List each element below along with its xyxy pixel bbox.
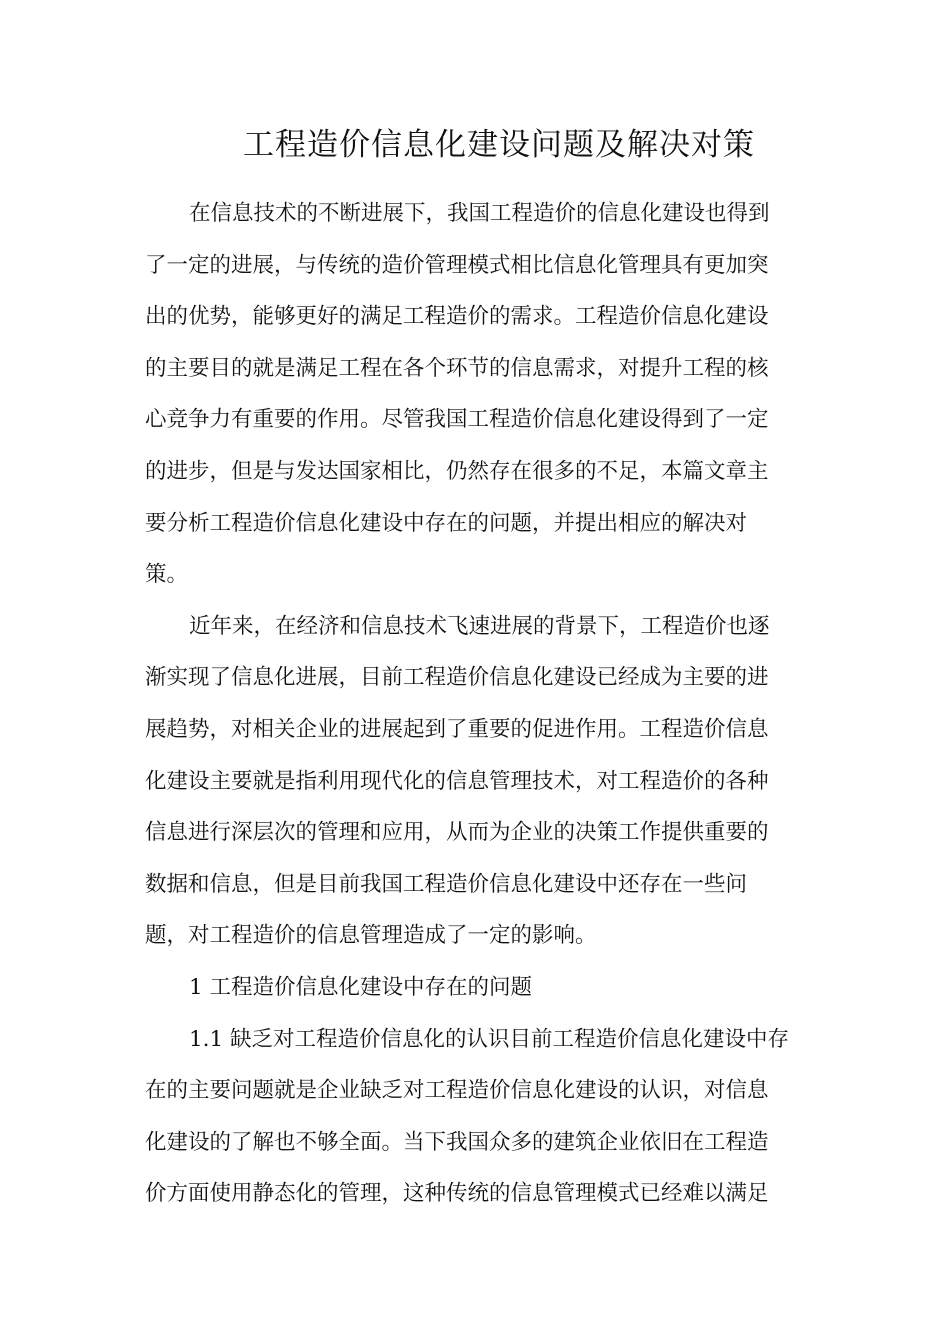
text-line: 在的主要问题就是企业缺乏对工程造价信息化建设的认识，对信息 (145, 1078, 769, 1104)
text-line: 的主要目的就是满足工程在各个环节的信息需求，对提升工程的核 (145, 355, 769, 381)
text-line: 心竞争力有重要的作用。尽管我国工程造价信息化建设得到了一定 (145, 407, 769, 433)
text-line: 化建设主要就是指利用现代化的信息管理技术，对工程造价的各种 (145, 768, 769, 794)
text-line: 题，对工程造价的信息管理造成了一定的影响。 (145, 923, 597, 949)
text-line: 近年来，在经济和信息技术飞速进展的背景下，工程造价也逐 (189, 613, 770, 639)
text-line: 1 工程造价信息化建设中存在的问题 (189, 974, 533, 1000)
text-line: 策。 (145, 562, 189, 588)
document-title: 工程造价信息化建设问题及解决对策 (243, 127, 755, 163)
text-line: 展趋势，对相关企业的进展起到了重要的促进作用。工程造价信息 (145, 716, 769, 742)
text-line: 出的优势，能够更好的满足工程造价的需求。工程造价信息化建设 (145, 304, 769, 330)
text-line: 了一定的进展，与传统的造价管理模式相比信息化管理具有更加突 (145, 252, 769, 278)
text-line: 渐实现了信息化进展，目前工程造价信息化建设已经成为主要的进 (145, 665, 769, 691)
text-line: 化建设的了解也不够全面。当下我国众多的建筑企业依旧在工程造 (145, 1129, 769, 1155)
text-line: 信息进行深层次的管理和应用，从而为企业的决策工作提供重要的 (145, 820, 769, 846)
text-line: 要分析工程造价信息化建设中存在的问题，并提出相应的解决对 (145, 510, 748, 536)
text-line: 1.1 缺乏对工程造价信息化的认识目前工程造价信息化建设中存 (189, 1026, 790, 1052)
text-line: 在信息技术的不断进展下，我国工程造价的信息化建设也得到 (189, 201, 770, 226)
text-line: 数据和信息，但是目前我国工程造价信息化建设中还存在一些问 (145, 871, 748, 897)
document-body (145, 188, 805, 1220)
text-line: 的进步，但是与发达国家相比，仍然存在很多的不足，本篇文章主 (145, 458, 769, 484)
text-line: 价方面使用静态化的管理，这种传统的信息管理模式已经难以满足 (145, 1181, 769, 1207)
